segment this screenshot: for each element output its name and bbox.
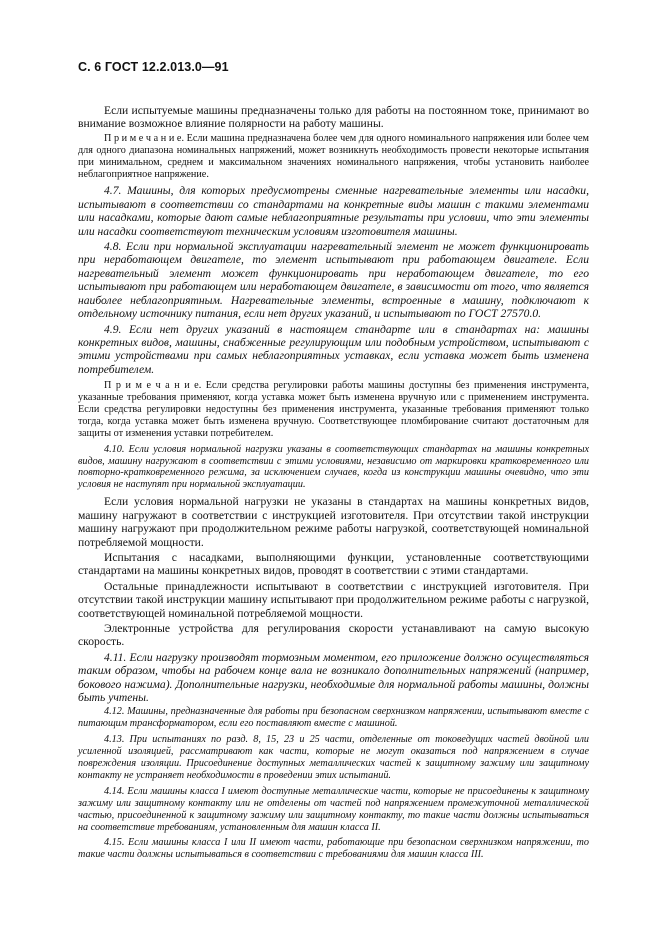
note-rated-voltage: П р и м е ч а н и е. Если машина предназначена более чем для одного номинального напряжения или более чем для одного диапазона номинальных напряжений, может возникнуть необходимость провести некоторые испытания при минимальном, среднем и максимальном значениях номинального напряжения, чтобы установить наиболее неблагоприятное напряжение. <box>78 132 589 180</box>
note-adjustment: П р и м е ч а н и е. Если средства регулировки работы машины доступны без применения инструмента, указанные требования применяют, когда уставка может быть изменена вручную или с применением инструмента. Если средства регулировки недоступны без применения инструмента, указанные требования применяют только тогда, когда уставка может быть изменена вручную. Соответствующее пломбирование считают достаточным для защиты от изменения уставки потребителем. <box>78 380 589 439</box>
page-header: С. 6 ГОСТ 12.2.013.0—91 <box>78 60 229 74</box>
body-text <box>78 104 589 861</box>
clause-4-12: 4.12. Машины, предназначенные для работы при безопасном сверхнизком напряжении, испытывают вместе с питающим трансформатором, если его поставляют вместе с машиной. <box>78 706 589 730</box>
clause-4-11: 4.11. Если нагрузку производят тормозным моментом, его приложение должно осуществляться таким образом, чтобы на рабочем конце вала не возникало дополнительных напряжений (например, бокового нажима). Дополнительные нагрузки, необходимые для нормальной работы машины, должны быть учтены. <box>78 650 589 704</box>
clause-4-15: 4.15. Если машины класса I или II имеют части, работающие при безопасном сверхнизком напряжении, то такие части должны испытываться в соответствии с требованиями для машин класса III. <box>78 837 589 861</box>
clause-4-7: 4.7. Машины, для которых предусмотрены сменные нагревательные элементы или насадки, испытывают в соответствии со стандартами на конкретные виды машин с такими элементами или насадками, которые дают самые неблагоприятные результаты при условии, что эти элементы или насадки соответствуют техническим условиям изготовителя машины. <box>78 184 589 238</box>
paragraph-load-manufacturer: Если условия нормальной нагрузки не указаны в стандартах на машины конкретных видов, машину нагружают в соответствии с инструкцией изготовителя. При отсутствии такой инструкции машину нагружают при продолжительном режиме работы нагрузкой, соответствующей номинальной потребляемой мощности. <box>78 495 589 549</box>
paragraph-dc-polarity: Если испытуемые машины предназначены только для работы на постоянном токе, принимают во внимание возможное влияние полярности на работу машины. <box>78 104 589 131</box>
paragraph-accessories: Остальные принадлежности испытывают в соответствии с инструкцией изготовителя. При отсутствии такой инструкции машину испытывают при продолжительном режиме работы с нагрузкой, соответствующей номинальной потребляемой мощности. <box>78 579 589 620</box>
clause-4-8: 4.8. Если при нормальной эксплуатации нагревательный элемент не может функционировать при неработающем двигателе, то элемент испытывают при работающем двигателе. Если нагревательный элемент может функционировать при неработающем двигателе, то его испытывают при работающем или неработающем двигателе, в зависимости от того, что является наиболее неблагоприятным. Нагревательные элементы, встроенные в машину, подключают к отдельному источнику питания, если нет других указаний, и испытывают по ГОСТ 27570.0. <box>78 240 589 321</box>
paragraph-attachments: Испытания с насадками, выполняющими функции, установленные соответствующими стандартами на машины конкретных видов, проводят в соответствии с этими стандартами. <box>78 550 589 578</box>
clause-4-9: 4.9. Если нет других указаний в настоящем стандарте или в стандартах на: машины конкретных видов, машины, снабженные регулирующим или подобным устройством, испытывают с этими устройствами при самых неблагоприятных уставках, если уставка может быть изменена потребителем. <box>78 322 589 376</box>
clause-4-13: 4.13. При испытаниях по разд. 8, 15, 23 и 25 части, отделенные от токоведущих частей двойной или усиленной изоляцией, рассматривают как части, которые не могут оказаться под напряжением в случае повреждения изоляции. Присоединение доступных металлических частей к защитному зажиму или защитному контакту не устраняет необходимости в проведении этих испытаний. <box>78 734 589 781</box>
clause-4-10: 4.10. Если условия нормальной нагрузки указаны в соответствующих стандартах на машины конкретных видов, машину нагружают в соответствии с этими условиями, независимо от маркировки кратковременного или повторно-кратковременного режима, за исключением случаев, когда из конструкции машины очевидно, что эти условия не наступят при нормальной эксплуатации. <box>78 443 589 491</box>
clause-4-14: 4.14. Если машины класса I имеют доступные металлические части, которые не присоединены к защитному зажиму или защитному контакту или не отделены от частей под напряжением промежуточной металлической частью, присоединенной к защитному зажиму или защитному контакту, то такие части должны испытываться на соответствие требованиям, установленным для машин класса II. <box>78 785 589 833</box>
paragraph-electronic-speed: Электронные устройства для регулирования скорости устанавливают на самую высокую скорость. <box>78 621 589 649</box>
